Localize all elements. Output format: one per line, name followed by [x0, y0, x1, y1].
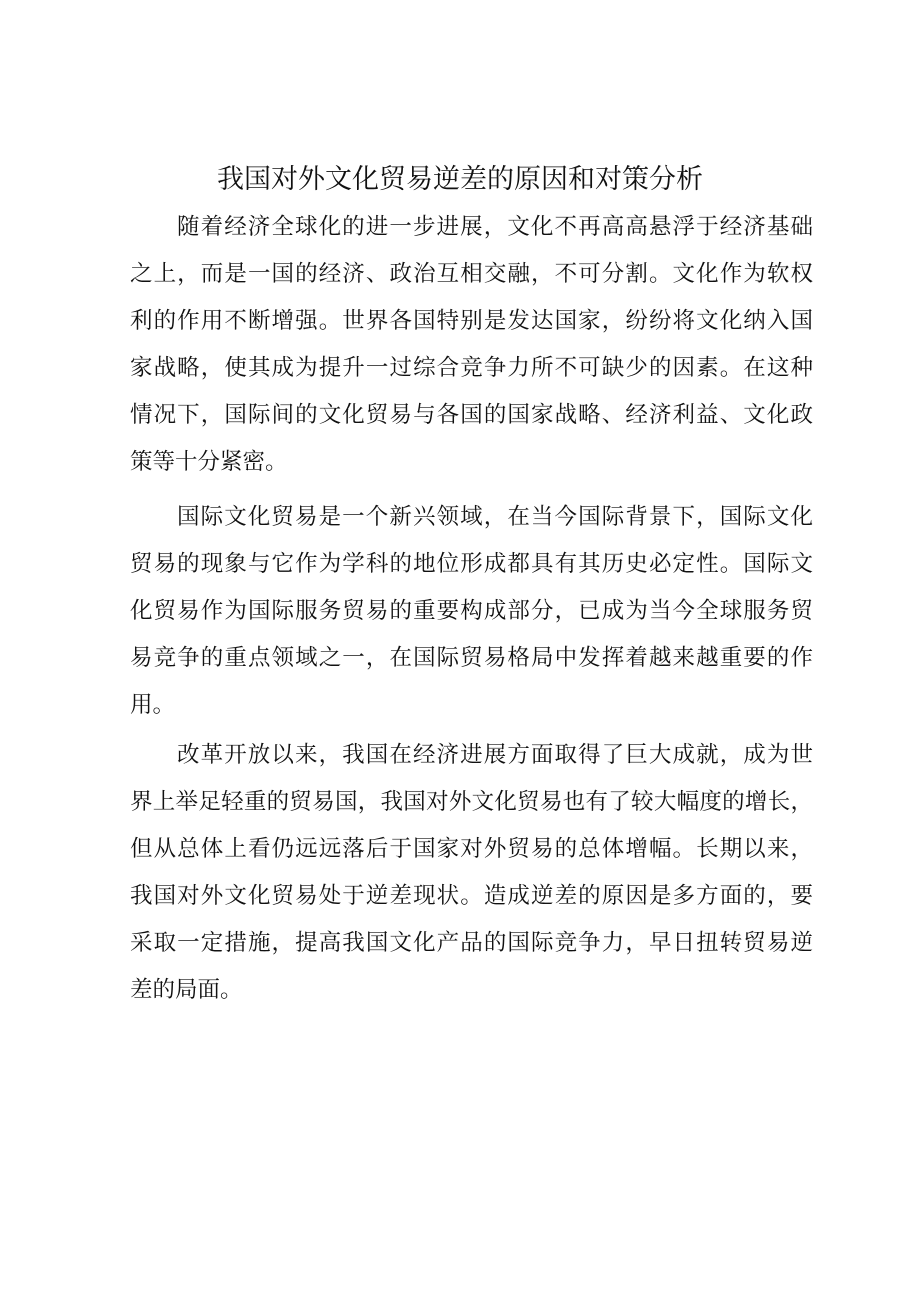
text-line: 用。 [130, 692, 176, 718]
text-line: 采取一定措施，提高我国文化产品的国际竞争力，早日扭转贸易逆 [130, 930, 813, 956]
document-title: 我国对外文化贸易逆差的原因和对策分析 [217, 164, 703, 195]
text-line: 家战略，使其成为提升一过综合竞争力所不可缺少的因素。在这种 [130, 355, 813, 381]
text-line: 情况下，国际间的文化贸易与各国的国家战略、经济利益、文化政 [130, 402, 813, 428]
text-line: 差的局面。 [130, 977, 243, 1003]
text-line: 随着经济全球化的进一步进展，文化不再高高悬浮于经济基础 [177, 214, 813, 240]
text-line: 贸易的现象与它作为学科的地位形成都具有其历史必定性。国际文 [130, 551, 813, 577]
text-line: 我国对外文化贸易处于逆差现状。造成逆差的原因是多方面的，要 [130, 883, 813, 909]
text-line: 界上举足轻重的贸易国，我国对外文化贸易也有了较大幅度的增长， [130, 789, 813, 815]
paragraph-3 [130, 732, 813, 1014]
text-line: 之上，而是一国的经济、政治互相交融，不可分割。文化作为软权 [130, 261, 813, 287]
text-line: 改革开放以来，我国在经济进展方面取得了巨大成就，成为世 [177, 742, 813, 768]
text-line: 易竞争的重点领域之一，在国际贸易格局中发挥着越来越重要的作 [130, 645, 813, 671]
text-line: 策等十分紧密。 [130, 449, 288, 475]
text-line: 国际文化贸易是一个新兴领域，在当今国际背景下，国际文化 [177, 504, 813, 530]
paragraph-1 [130, 204, 813, 486]
text-line: 化贸易作为国际服务贸易的重要构成部分，已成为当今全球服务贸 [130, 598, 813, 624]
text-line: 利的作用不断增强。世界各国特别是发达国家，纷纷将文化纳入国 [130, 308, 813, 334]
text-line: 但从总体上看仍远远落后于国家对外贸易的总体增幅。长期以来， [130, 836, 813, 862]
paragraph-2 [130, 494, 813, 729]
